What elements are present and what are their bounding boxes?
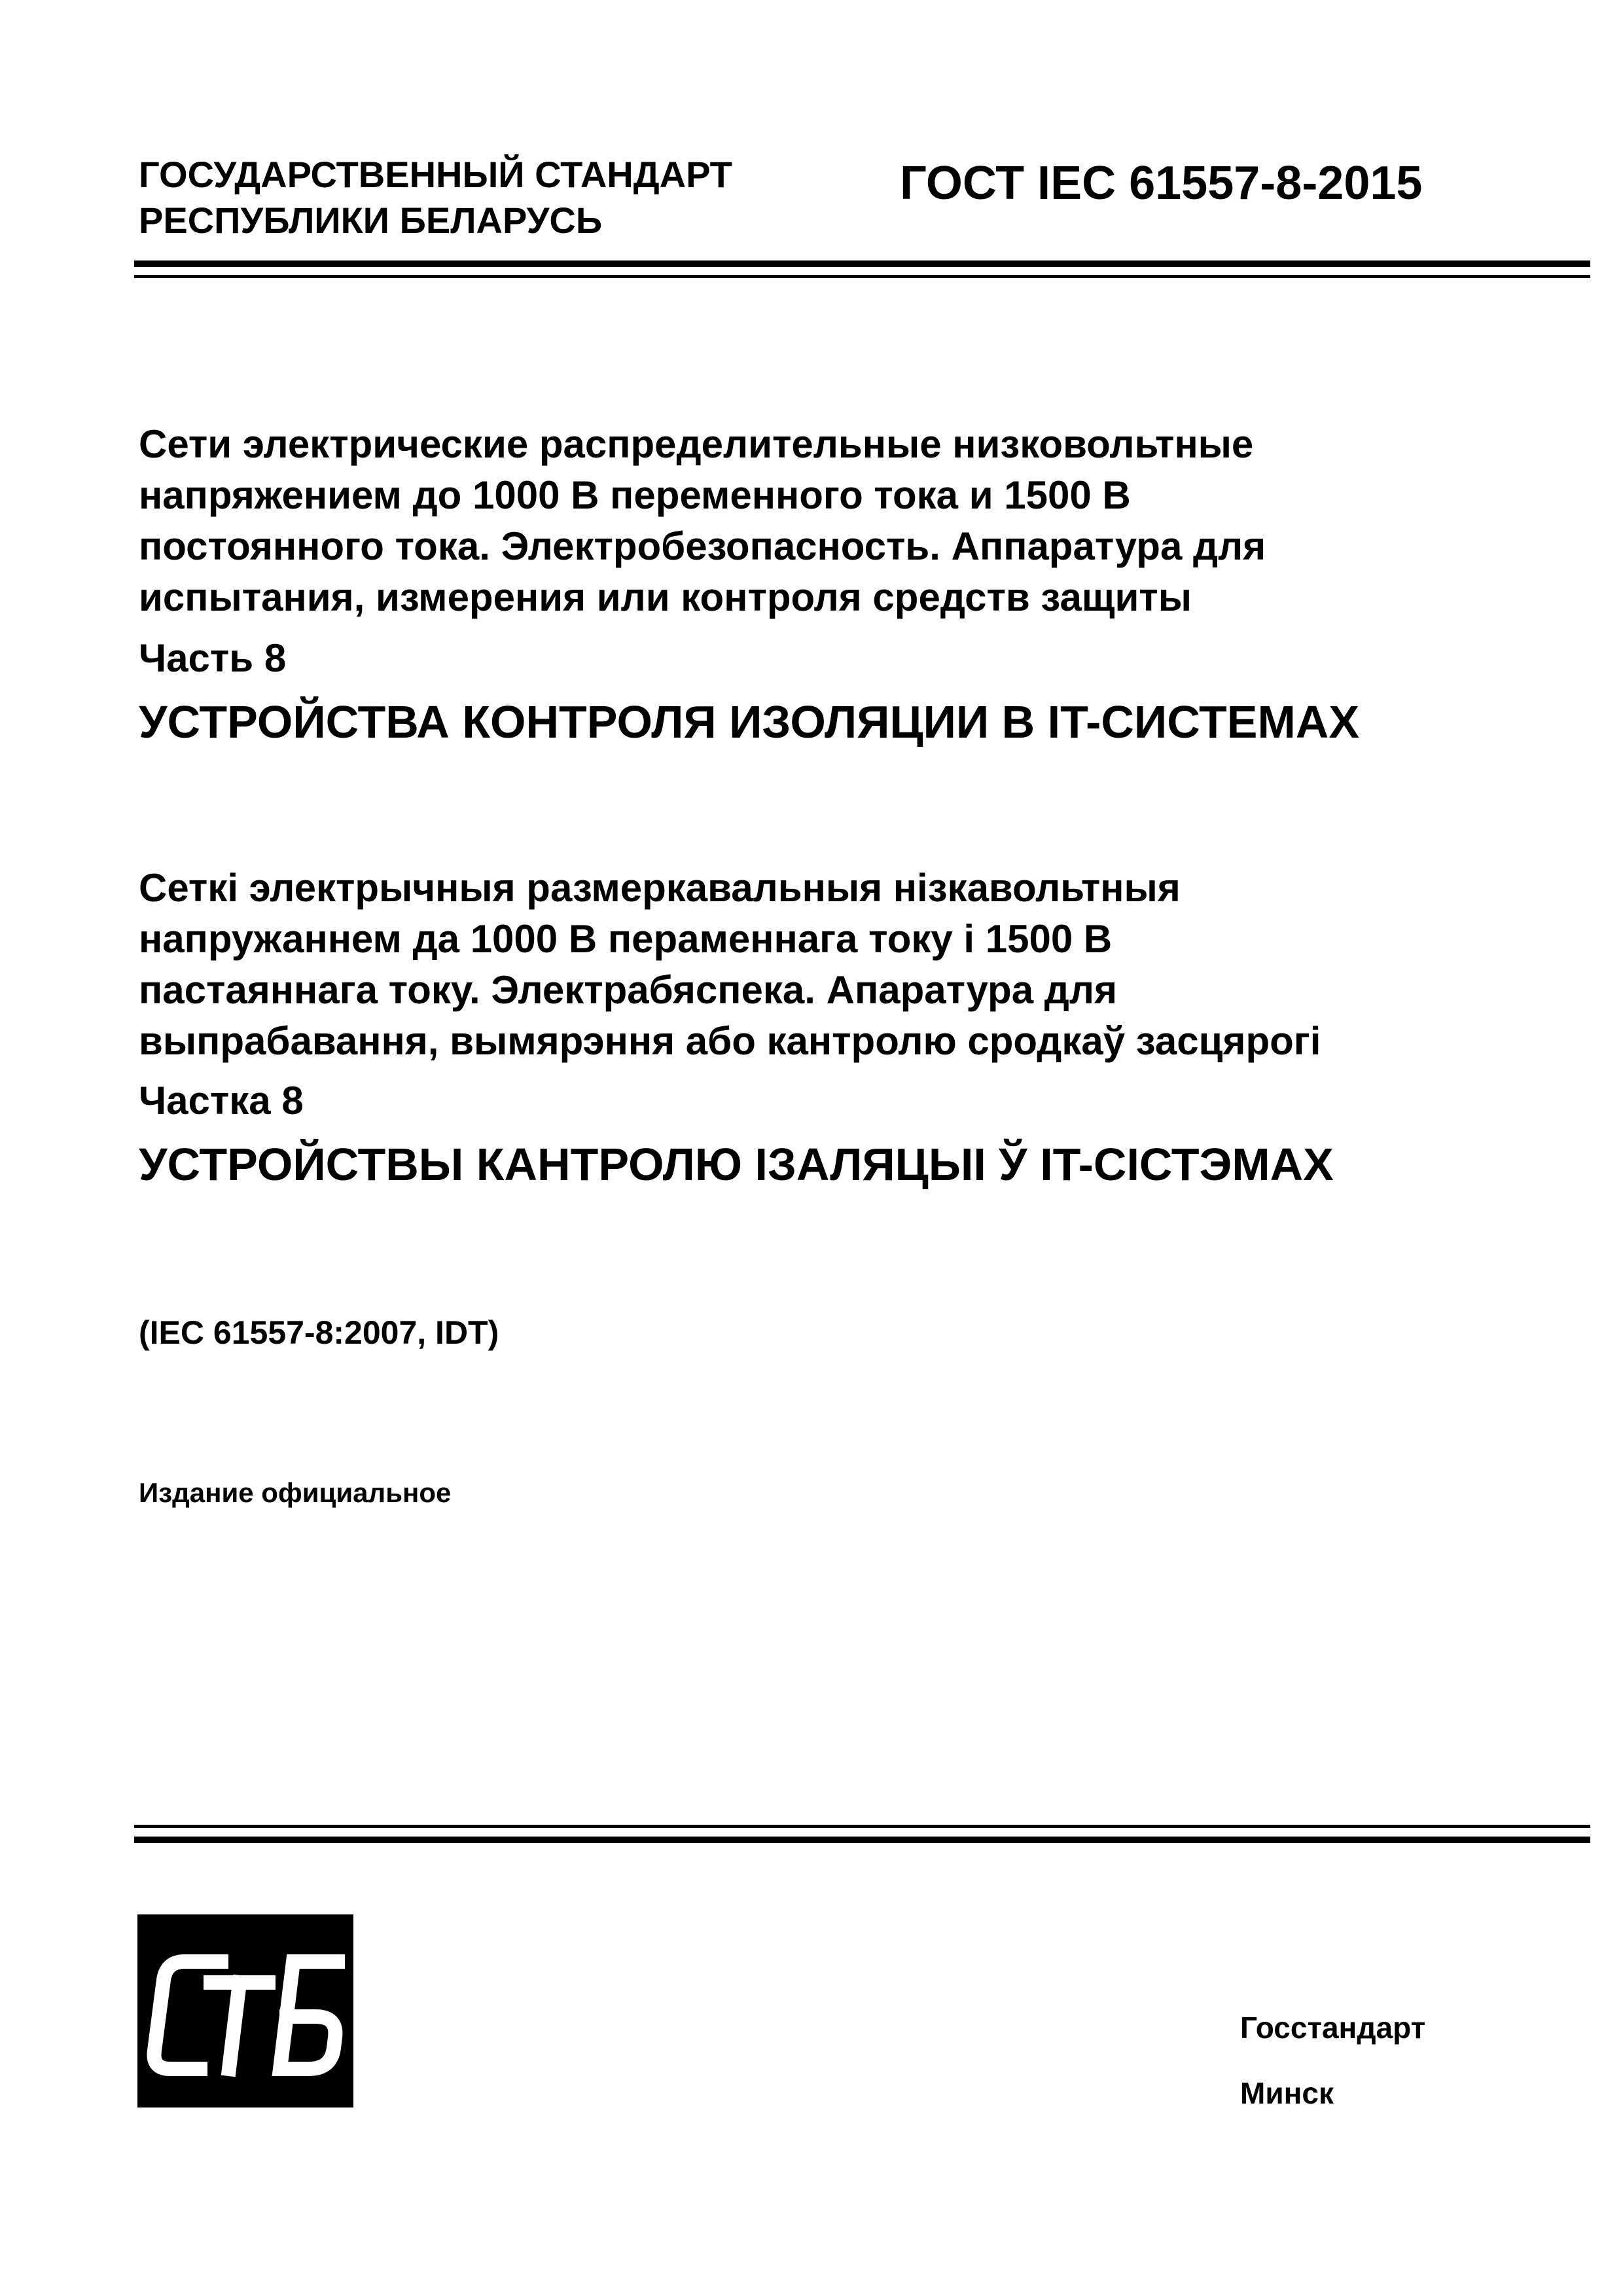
header-rule-thick (134, 260, 1590, 267)
title-by-line: напружаннем да 1000 В пераменнага току і 1500 В (139, 917, 1113, 961)
publisher-name: Госстандарт (1240, 2011, 1426, 2045)
part-label-by: Частка 8 (139, 1079, 304, 1122)
title-by-line: пастаяннага току. Электрабяспека. Апаратура для (139, 968, 1117, 1012)
footer-rule-thin (134, 1825, 1590, 1828)
publisher-city: Минск (1240, 2076, 1334, 2110)
header-organization (139, 152, 732, 243)
header-org-line1: ГОСУДАРСТВЕННЫЙ СТАНДАРТ (139, 154, 732, 195)
edition-note: Издание официальное (139, 1477, 452, 1508)
header-rule-thin (134, 275, 1590, 278)
part-title-ru: УСТРОЙСТВА КОНТРОЛЯ ИЗОЛЯЦИИ В IT-СИСТЕМАХ (139, 696, 1360, 747)
part-title-by: УСТРОЙСТВЫ КАНТРОЛЮ ІЗАЛЯЦЫІ Ў IT-СІСТЭМАХ (139, 1139, 1334, 1190)
title-by (139, 863, 1578, 1067)
title-ru (139, 419, 1578, 623)
title-by-line: выпрабавання, вымярэння або кантролю сродкаў засцярогі (139, 1019, 1321, 1063)
stb-logo-graphic (137, 1914, 353, 2108)
standard-code: ГОСТ IEC 61557-8-2015 (900, 157, 1423, 209)
stb-logo-icon (137, 1914, 353, 2108)
footer-rule-thick (134, 1837, 1590, 1843)
header-org-line2: РЕСПУБЛИКИ БЕЛАРУСЬ (139, 200, 603, 241)
title-ru-line: испытания, измерения или контроля средств защиты (139, 575, 1192, 619)
international-reference: (IEC 61557-8:2007, IDT) (139, 1314, 499, 1351)
title-by-line: Сеткі электрычныя размеркавальныя нізкавольтныя (139, 866, 1181, 910)
title-ru-line: напряжением до 1000 В переменного тока и 1500 В (139, 473, 1131, 517)
title-ru-line: постоянного тока. Электробезопасность. Аппаратура для (139, 524, 1266, 568)
title-ru-line: Сети электрические распределительные низковольтные (139, 422, 1254, 466)
part-label-ru: Часть 8 (139, 636, 287, 680)
